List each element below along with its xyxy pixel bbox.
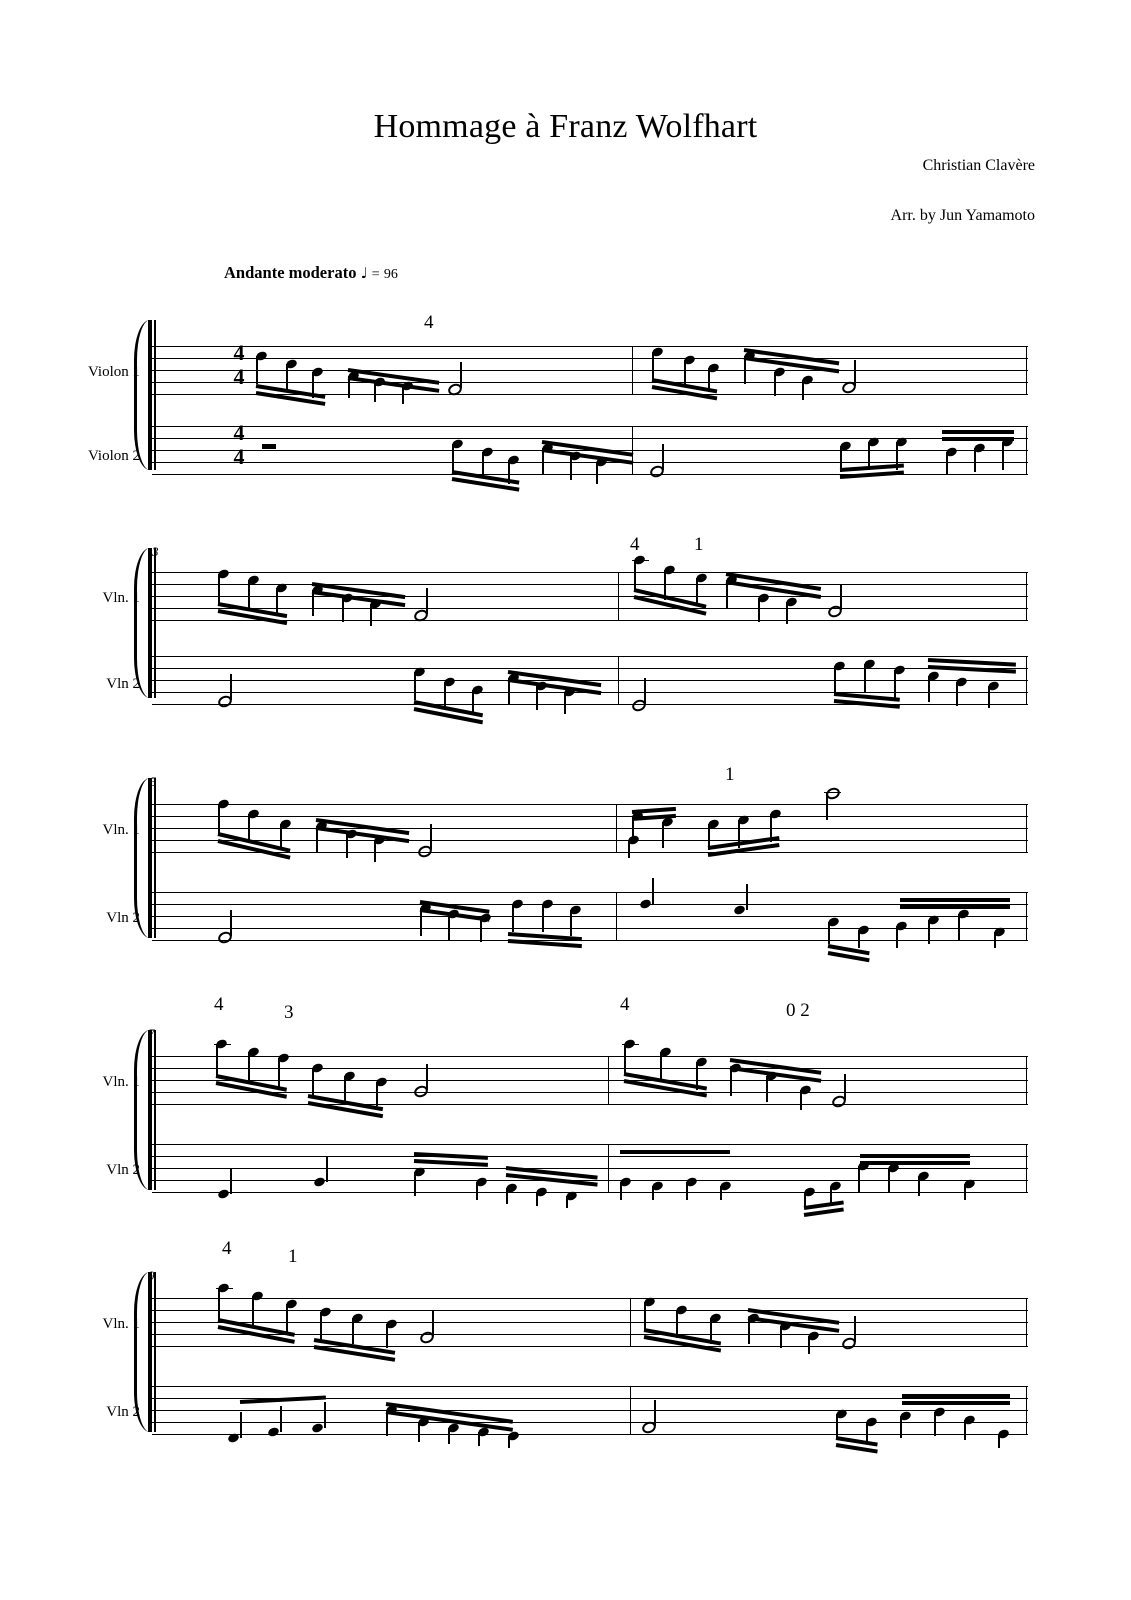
note-stem	[342, 598, 344, 622]
arranger-credit: Arr. by Jun Yamamoto	[890, 207, 1035, 224]
note-stem	[432, 1310, 434, 1336]
half-rest	[262, 444, 276, 449]
note-stem	[218, 1288, 220, 1320]
staff-violin-1	[152, 804, 1028, 852]
note-stem	[858, 930, 860, 948]
barline	[616, 804, 617, 852]
barline	[632, 426, 633, 474]
note-stem	[506, 1188, 508, 1204]
note-stem	[964, 1184, 966, 1200]
beam	[240, 1396, 326, 1404]
instrument-label-violin-1: Vln. 1	[102, 590, 140, 606]
system-2	[0, 534, 1131, 720]
note-stem	[964, 1420, 966, 1440]
note-stem	[854, 1316, 856, 1342]
barline	[1026, 1144, 1027, 1192]
note-stem	[836, 1414, 838, 1438]
barline	[608, 1056, 609, 1104]
beam	[900, 905, 1010, 909]
note-stem	[248, 1052, 250, 1084]
note-head	[733, 904, 746, 916]
beam	[902, 1401, 1010, 1405]
instrument-label-violin-2: Vln 2	[106, 1404, 140, 1420]
note-stem	[480, 918, 482, 942]
barline	[1026, 892, 1027, 940]
fingering-number: 4	[222, 1238, 232, 1259]
composer-credit: Christian Clavère	[922, 157, 1035, 174]
barline	[1026, 426, 1027, 474]
note-stem	[414, 1172, 416, 1196]
quarter-note-icon: ♩	[360, 264, 368, 282]
barline	[1026, 656, 1027, 704]
instrument-label-violin-2: Vln 2	[106, 676, 140, 692]
beam	[840, 471, 904, 479]
beam	[860, 1154, 970, 1158]
fingering-number: 1	[694, 534, 704, 555]
note-head	[217, 1188, 230, 1200]
barline	[616, 892, 617, 940]
note-stem	[324, 1402, 326, 1428]
staff-violin-2	[152, 1386, 1028, 1434]
tempo-text: Andante moderato	[224, 263, 357, 282]
staff-violin-1	[152, 1298, 1028, 1346]
measure-number: 5	[150, 774, 157, 789]
note-stem	[896, 926, 898, 948]
note-stem	[766, 1076, 768, 1102]
note-stem	[248, 814, 250, 842]
beam	[942, 430, 1014, 434]
note-stem	[758, 598, 760, 622]
note-stem	[240, 1412, 242, 1438]
note-stem	[542, 904, 544, 932]
note-stem	[652, 352, 654, 380]
note-stem	[346, 834, 348, 858]
note-stem	[864, 664, 866, 692]
note-head	[639, 898, 652, 910]
beam	[620, 1150, 730, 1154]
note-stem	[900, 1416, 902, 1438]
note-stem	[320, 1312, 322, 1340]
note-stem	[596, 462, 598, 484]
fingering-number: 4	[424, 312, 434, 333]
note-stem	[654, 1400, 656, 1426]
note-stem	[536, 1192, 538, 1206]
staff-violin-1	[152, 1056, 1028, 1104]
instrument-label-violin-2: Vln 2	[106, 1162, 140, 1178]
note-stem	[402, 386, 404, 404]
note-stem	[508, 1436, 510, 1448]
note-stem	[370, 604, 372, 626]
instrument-label-violin-1: Vln. 1	[102, 822, 140, 838]
time-signature-numerator: 4	[233, 420, 245, 445]
note-stem	[278, 1058, 280, 1088]
fingering-number: 4	[620, 994, 630, 1015]
barline	[630, 1298, 631, 1346]
time-signature-numerator: 4	[233, 340, 245, 365]
note-stem	[840, 584, 842, 610]
fingering-number: 3	[284, 1002, 294, 1023]
time-signature-denominator: 4	[233, 444, 245, 469]
note-stem	[730, 1068, 732, 1096]
note-stem	[662, 822, 664, 848]
note-stem	[374, 840, 376, 862]
instrument-label-violin-1: Vln. 1	[102, 1074, 140, 1090]
note-stem	[216, 1044, 218, 1078]
note-stem	[946, 452, 948, 474]
note-stem	[276, 588, 278, 614]
staff-violin-2	[152, 1144, 1028, 1192]
note-stem	[230, 1168, 232, 1194]
note-stem	[218, 574, 220, 604]
beam	[928, 665, 1016, 674]
note-stem	[746, 884, 748, 910]
note-stem	[512, 904, 514, 932]
note-stem	[418, 1422, 420, 1442]
note-stem	[1002, 442, 1004, 470]
note-stem	[748, 1318, 750, 1344]
note-stem	[252, 1296, 254, 1326]
note-stem	[974, 448, 976, 472]
note-stem	[662, 444, 664, 470]
note-stem	[374, 382, 376, 402]
barline	[1026, 1056, 1027, 1104]
note-stem	[826, 792, 828, 820]
barline	[1026, 346, 1027, 394]
note-stem	[804, 1192, 806, 1206]
note-stem	[786, 602, 788, 624]
note-stem	[894, 670, 896, 698]
note-stem	[448, 1428, 450, 1444]
note-stem	[478, 1432, 480, 1446]
barline	[1026, 804, 1027, 852]
system-4	[0, 994, 1131, 1200]
staff-violin-1	[152, 340, 1028, 394]
staff-violin-2	[152, 420, 1028, 474]
staff-violin-2	[152, 656, 1028, 704]
note-stem	[998, 1434, 1000, 1448]
beam	[860, 1161, 970, 1165]
note-stem	[928, 920, 930, 944]
barline	[618, 572, 619, 620]
note-stem	[230, 674, 232, 700]
note-stem	[376, 1082, 378, 1106]
note-stem	[828, 922, 830, 944]
note-stem	[352, 1318, 354, 1344]
beam	[900, 898, 1010, 902]
instrument-label-violin-1: Vln. 1	[102, 1316, 140, 1332]
note-stem	[958, 914, 960, 940]
note-stem	[686, 1182, 688, 1200]
note-stem	[344, 1076, 346, 1102]
fingering-number: 0 2	[786, 1000, 810, 1021]
barline	[632, 346, 633, 394]
note-stem	[426, 1064, 428, 1090]
note-stem	[256, 356, 258, 384]
note-stem	[844, 1074, 846, 1100]
note-stem	[476, 1182, 478, 1200]
note-stem	[536, 686, 538, 710]
fingering-number: 1	[288, 1246, 298, 1267]
note-stem	[988, 686, 990, 708]
beam	[902, 1394, 1010, 1398]
note-stem	[802, 380, 804, 400]
note-stem	[684, 360, 686, 386]
note-stem	[956, 682, 958, 706]
instrument-label-violin-2: Violon 2	[87, 448, 140, 464]
note-stem	[430, 824, 432, 850]
system-3	[0, 764, 1131, 958]
staff-violin-1	[152, 572, 1028, 620]
measure-number: 9	[148, 1268, 155, 1283]
measure-number: 7	[148, 1026, 155, 1041]
fingering-number: 4	[630, 534, 640, 555]
note-stem	[780, 1326, 782, 1348]
instrument-label-violin-2: Vln 2	[106, 910, 140, 926]
system-1	[0, 312, 1131, 490]
note-stem	[934, 1412, 936, 1436]
staff-violin-2	[152, 892, 1028, 940]
note-head	[313, 1176, 326, 1188]
note-stem	[834, 666, 836, 694]
note-stem	[652, 878, 654, 904]
note-stem	[564, 692, 566, 714]
note-stem	[460, 362, 462, 388]
barline	[618, 656, 619, 704]
note-stem	[858, 1166, 860, 1192]
note-stem	[808, 1336, 810, 1354]
system-5	[0, 1240, 1131, 1440]
note-stem	[248, 580, 250, 608]
note-stem	[720, 1186, 722, 1200]
note-stem	[928, 676, 930, 702]
note-stem	[570, 910, 572, 936]
note-stem	[888, 1168, 890, 1192]
page-title: Hommage à Franz Wolfhart	[373, 108, 758, 145]
beam	[414, 1159, 488, 1167]
barline	[1026, 1298, 1027, 1346]
note-stem	[230, 910, 232, 936]
measure-number: 3	[152, 544, 159, 559]
note-stem	[644, 678, 646, 704]
note-stem	[326, 1156, 328, 1182]
note-stem	[452, 444, 454, 472]
instrument-label-violin-1: Violon 1	[87, 364, 140, 380]
fingering-number: 4	[214, 994, 224, 1015]
beam	[942, 437, 1014, 441]
note-stem	[444, 682, 446, 708]
barline	[1026, 1386, 1027, 1434]
note-stem	[620, 1182, 622, 1200]
note-stem	[386, 1324, 388, 1348]
barline	[630, 1386, 631, 1434]
fingering-number: 1	[725, 764, 735, 785]
note-stem	[414, 672, 416, 700]
note-head	[311, 1422, 324, 1434]
note-stem	[312, 1068, 314, 1096]
note-stem	[570, 456, 572, 480]
note-stem	[994, 932, 996, 948]
beam	[632, 807, 676, 814]
note-stem	[426, 588, 428, 614]
barline	[1026, 572, 1027, 620]
tempo-equals: =	[371, 267, 380, 282]
note-stem	[854, 360, 856, 386]
time-signature-denominator: 4	[233, 364, 245, 389]
note-stem	[566, 1196, 568, 1208]
note-stem	[652, 1186, 654, 1200]
note-stem	[866, 1422, 868, 1442]
note-stem	[628, 840, 630, 858]
tempo-bpm: 96	[383, 267, 398, 282]
barline	[608, 1144, 609, 1192]
note-stem	[918, 1176, 920, 1196]
note-head	[267, 1426, 280, 1438]
note-stem	[774, 372, 776, 396]
note-stem	[448, 914, 450, 940]
note-stem	[800, 1090, 802, 1110]
note-stem	[218, 804, 220, 834]
tempo-marking	[224, 263, 398, 283]
note-stem	[286, 1304, 288, 1332]
note-stem	[280, 1406, 282, 1432]
